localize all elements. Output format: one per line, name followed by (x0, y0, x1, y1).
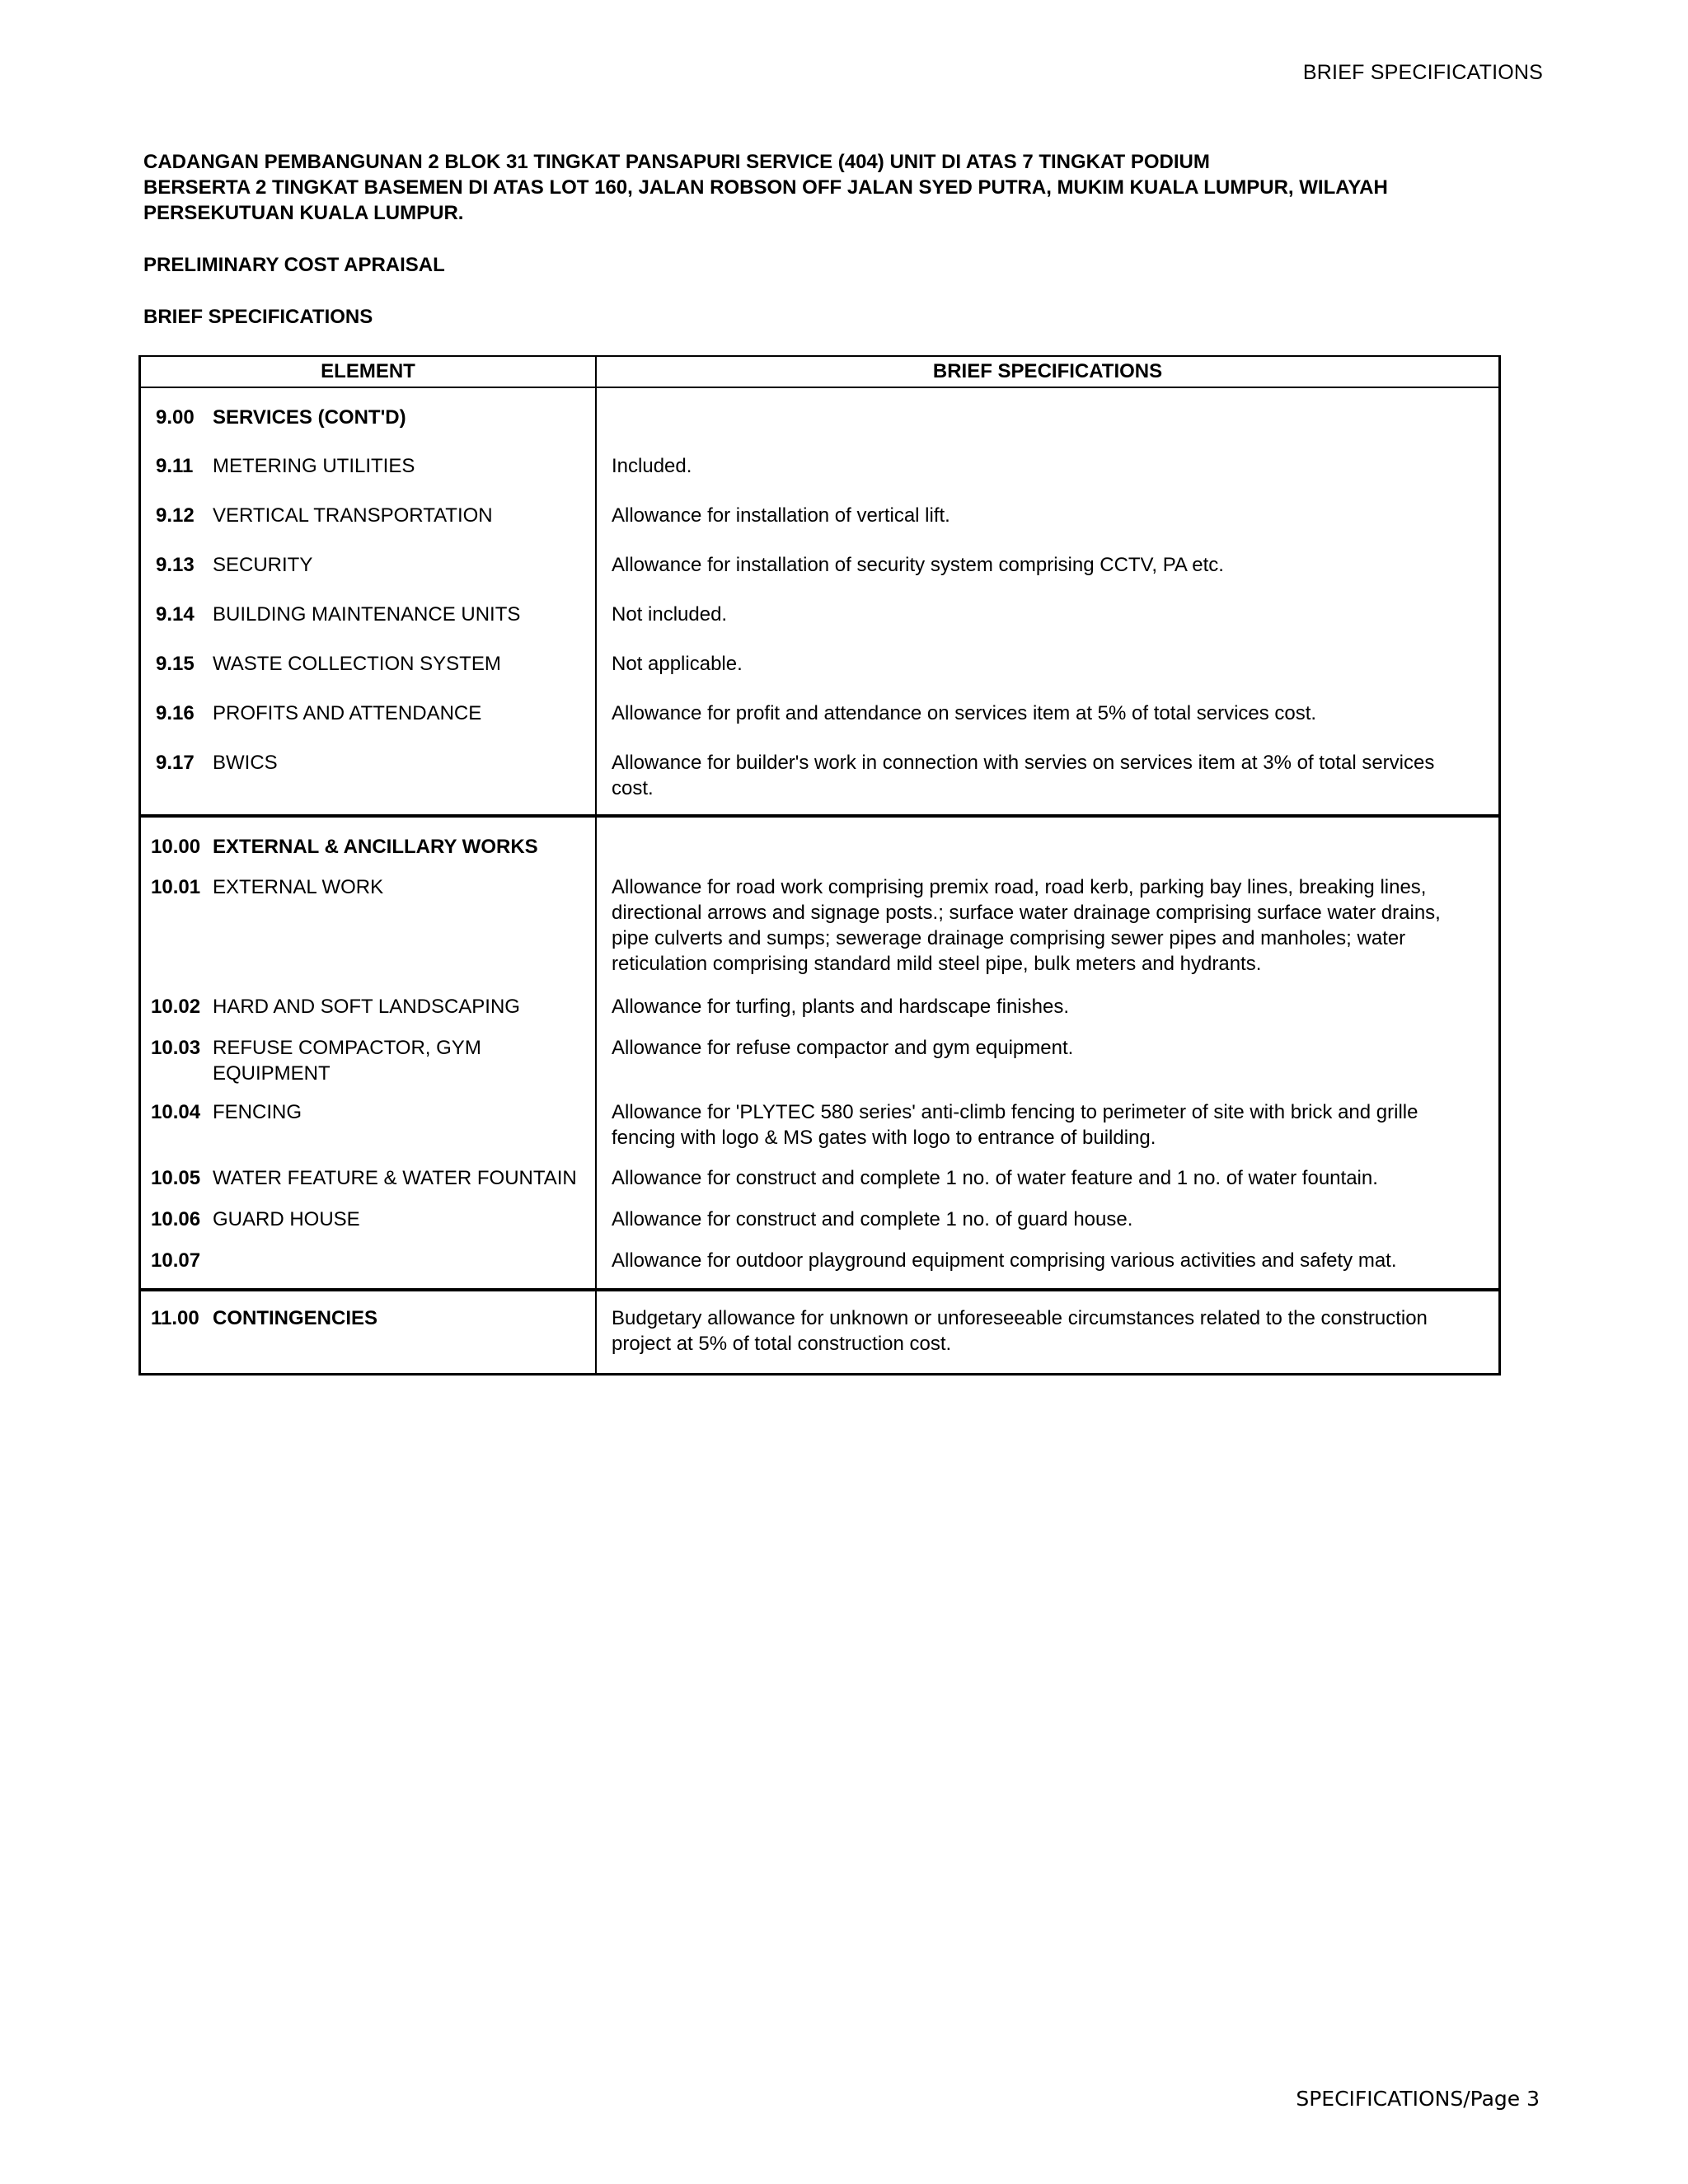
element-label: PROFITS AND ATTENDANCE (213, 702, 482, 724)
element-label: VERTICAL TRANSPORTATION (213, 504, 493, 527)
project-title-line: CADANGAN PEMBANGUNAN 2 BLOK 31 TINGKAT PANSAPURI SERVICE (404) UNIT DI ATAS 7 TINGKAT PODIUM (143, 151, 1210, 173)
table-section (141, 388, 1498, 818)
specification-cell: Allowance for installation of vertical lift. (612, 504, 950, 527)
element-number: 9.15 (156, 653, 195, 675)
element-label: WATER FEATURE & WATER FOUNTAIN (213, 1167, 577, 1189)
specifications-table (138, 355, 1501, 1376)
specification-cell: Allowance for profit and attendance on services item at 5% of total services cost. (612, 702, 1317, 724)
element-number: 9.12 (156, 504, 195, 527)
element-cell (141, 726, 597, 814)
element-cell (141, 578, 597, 627)
table-row (141, 1086, 1498, 1151)
table-row (141, 528, 1498, 578)
element-cell (141, 1191, 597, 1232)
table-row (141, 479, 1498, 528)
element-label: GUARD HOUSE (213, 1208, 360, 1230)
running-header: BRIEF SPECIFICATIONS (1302, 61, 1543, 84)
element-cell (141, 818, 597, 860)
table-row (141, 977, 1498, 1019)
specification-cell: Not applicable. (612, 653, 743, 675)
element-cell (141, 430, 597, 479)
table-section (141, 1291, 1498, 1373)
table-row (141, 1291, 1498, 1373)
table-row (141, 1191, 1498, 1232)
specification-cell: Allowance for outdoor playground equipment comprising various activities and safety mat. (612, 1249, 1397, 1272)
element-label: BUILDING MAINTENANCE UNITS (213, 603, 521, 626)
element-cell (141, 1291, 597, 1373)
project-title-line: BERSERTA 2 TINGKAT BASEMEN DI ATAS LOT 160, JALAN ROBSON OFF JALAN SYED PUTRA, MUKIM KUALA LUMPUR, WILAYAH (143, 176, 1388, 199)
element-label: EXTERNAL WORK (213, 876, 384, 898)
element-number: 10.00 (151, 836, 201, 858)
project-title-line: PERSEKUTUAN KUALA LUMPUR. (143, 202, 464, 224)
specification-cell: Budgetary allowance for unknown or unforeseeable circumstances related to the construction project at 5% of total construction cost. (612, 1307, 1428, 1355)
table-row (141, 430, 1498, 479)
specification-cell: Allowance for construct and complete 1 no. of guard house. (612, 1208, 1133, 1230)
element-cell (141, 627, 597, 677)
specification-cell: Allowance for 'PLYTEC 580 series' anti-climb fencing to perimeter of site with brick and grille fencing with logo & MS gates with logo to entrance of building. (612, 1101, 1418, 1149)
element-number: 9.00 (156, 406, 195, 429)
element-number: 10.07 (151, 1249, 201, 1272)
element-cell (141, 1086, 597, 1151)
specification-cell (597, 388, 1498, 430)
element-cell (141, 1232, 597, 1288)
table-row (141, 860, 1498, 977)
element-number: 9.11 (156, 455, 194, 477)
specification-cell (597, 818, 1498, 860)
specification-cell: Allowance for road work comprising premix road, road kerb, parking bay lines, breaking lines, directional arrows and signage posts.; surface water drainage comprising surface water drains, pipe culverts and sumps; sewerage drainage comprising sewer pipes and manholes; water reticulation comprising standard mild steel pipe, bulk meters and hydrants. (612, 876, 1441, 975)
specification-cell: Allowance for installation of security system comprising CCTV, PA etc. (612, 554, 1224, 576)
specification-cell: Allowance for construct and complete 1 no. of water feature and 1 no. of water fountain. (612, 1167, 1378, 1189)
table-row (141, 388, 1498, 430)
element-cell (141, 1151, 597, 1191)
element-number: 11.00 (151, 1307, 199, 1329)
element-label: EXTERNAL & ANCILLARY WORKS (213, 836, 538, 858)
element-cell (141, 1019, 597, 1086)
table-row (141, 818, 1498, 860)
table-row (141, 1019, 1498, 1086)
element-cell (141, 860, 597, 977)
table-row (141, 677, 1498, 726)
specification-cell: Allowance for refuse compactor and gym equipment. (612, 1037, 1074, 1059)
element-label: REFUSE COMPACTOR, GYM EQUIPMENT (213, 1037, 481, 1085)
specification-cell: Not included. (612, 603, 728, 626)
specification-cell: Included. (612, 455, 692, 477)
table-section (141, 818, 1498, 1291)
column-header-element: ELEMENT (141, 357, 597, 387)
element-number: 10.03 (151, 1037, 201, 1059)
element-label: WASTE COLLECTION SYSTEM (213, 653, 501, 675)
table-row (141, 627, 1498, 677)
element-label (213, 1248, 595, 1273)
table-header-row (141, 357, 1498, 388)
table-row (141, 1151, 1498, 1191)
element-label: FENCING (213, 1101, 302, 1123)
column-header-specifications: BRIEF SPECIFICATIONS (932, 360, 1163, 382)
element-label: SECURITY (213, 554, 313, 576)
element-number: 10.02 (151, 996, 201, 1018)
specification-cell: Allowance for turfing, plants and hardscape finishes. (612, 996, 1069, 1018)
element-number: 10.01 (151, 876, 201, 898)
element-cell (141, 977, 597, 1019)
specification-cell: Allowance for builder's work in connection with servies on services item at 3% of total services cost. (612, 752, 1435, 799)
element-number: 9.14 (156, 603, 195, 626)
element-label: HARD AND SOFT LANDSCAPING (213, 996, 520, 1018)
element-cell (141, 479, 597, 528)
element-cell (141, 677, 597, 726)
project-title (143, 149, 1536, 226)
element-number: 10.06 (151, 1208, 201, 1230)
element-number: 10.04 (151, 1101, 201, 1123)
element-label: CONTINGENCIES (213, 1307, 378, 1329)
element-number: 10.05 (151, 1167, 201, 1189)
section-heading: BRIEF SPECIFICATIONS (143, 306, 373, 328)
element-number: 9.16 (156, 702, 195, 724)
element-cell (141, 388, 597, 430)
table-row (141, 1232, 1498, 1288)
element-number: 9.13 (156, 554, 195, 576)
element-label: SERVICES (CONT'D) (213, 406, 406, 429)
element-label: BWICS (213, 752, 278, 774)
element-label: METERING UTILITIES (213, 455, 415, 477)
table-row (141, 726, 1498, 814)
page-footer: SPECIFICATIONS/Page 3 (1296, 2087, 1540, 2111)
element-cell (141, 528, 597, 578)
table-row (141, 578, 1498, 627)
element-number: 9.17 (156, 752, 195, 774)
document-subtitle: PRELIMINARY COST APRAISAL (143, 254, 445, 276)
